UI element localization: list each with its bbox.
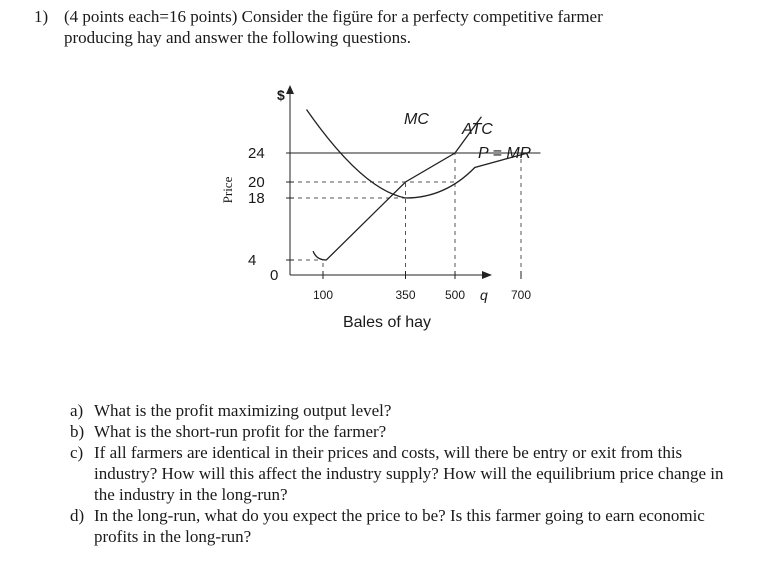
subquestion-text: What is the short-run profit for the farmer? (94, 422, 387, 441)
cost-curve-chart (222, 80, 542, 340)
mc-label: MC (404, 111, 429, 128)
question-line-1: (4 points each=16 points) Consider the figüre for a perfecty competitive farmer (64, 7, 603, 26)
cost-curve-figure (222, 80, 542, 340)
subquestion-letter: a) (70, 401, 84, 420)
x-axis-end-label: q (480, 287, 488, 303)
y-tick-label: 24 (248, 145, 265, 162)
price-mr-label: P = MR (478, 145, 532, 162)
subquestion-list (70, 400, 740, 547)
subquestion-letter: c) (70, 443, 84, 462)
question-text (64, 6, 754, 48)
x-tick-label: 350 (395, 288, 416, 302)
question-line-2: producing hay and answer the following questions. (64, 28, 412, 47)
atc-label: ATC (462, 121, 493, 138)
x-tick-label: 500 (444, 288, 466, 302)
mc-curve (313, 117, 481, 260)
subquestion-b (70, 421, 740, 442)
subquestion-a (70, 400, 740, 421)
y-unit-label: $ (277, 87, 285, 103)
subquestion-text: In the long-run, what do you expect the price to be? Is this farmer going to earn economic profits in the long-run? (94, 506, 705, 546)
x-tick-label: 700 (510, 288, 532, 302)
subquestion-text: If all farmers are identical in their prices and costs, will there be entry or exit from this industry? How will this affect the industry supply? How will the equilibrium price change in the industry in the long-run? (94, 443, 724, 504)
subquestion-letter: d) (70, 506, 85, 525)
subquestion-c (70, 442, 740, 505)
y-axis-arrow (286, 85, 294, 94)
x-tick-label: 100 (312, 288, 334, 302)
subquestion-text: What is the profit maximizing output level? (94, 401, 392, 420)
subquestion-d (70, 505, 740, 547)
subquestion-letter: b) (70, 422, 85, 441)
y-tick-label: 20 (248, 174, 265, 191)
y-tick-label: 4 (248, 252, 257, 269)
y-tick-label: 18 (248, 190, 265, 207)
y-tick-label: 0 (270, 267, 279, 284)
y-axis-title: Price (220, 176, 235, 204)
question-number: 1) (34, 7, 49, 26)
x-axis-title: Bales of hay (342, 314, 432, 331)
x-axis-arrow (482, 271, 492, 279)
